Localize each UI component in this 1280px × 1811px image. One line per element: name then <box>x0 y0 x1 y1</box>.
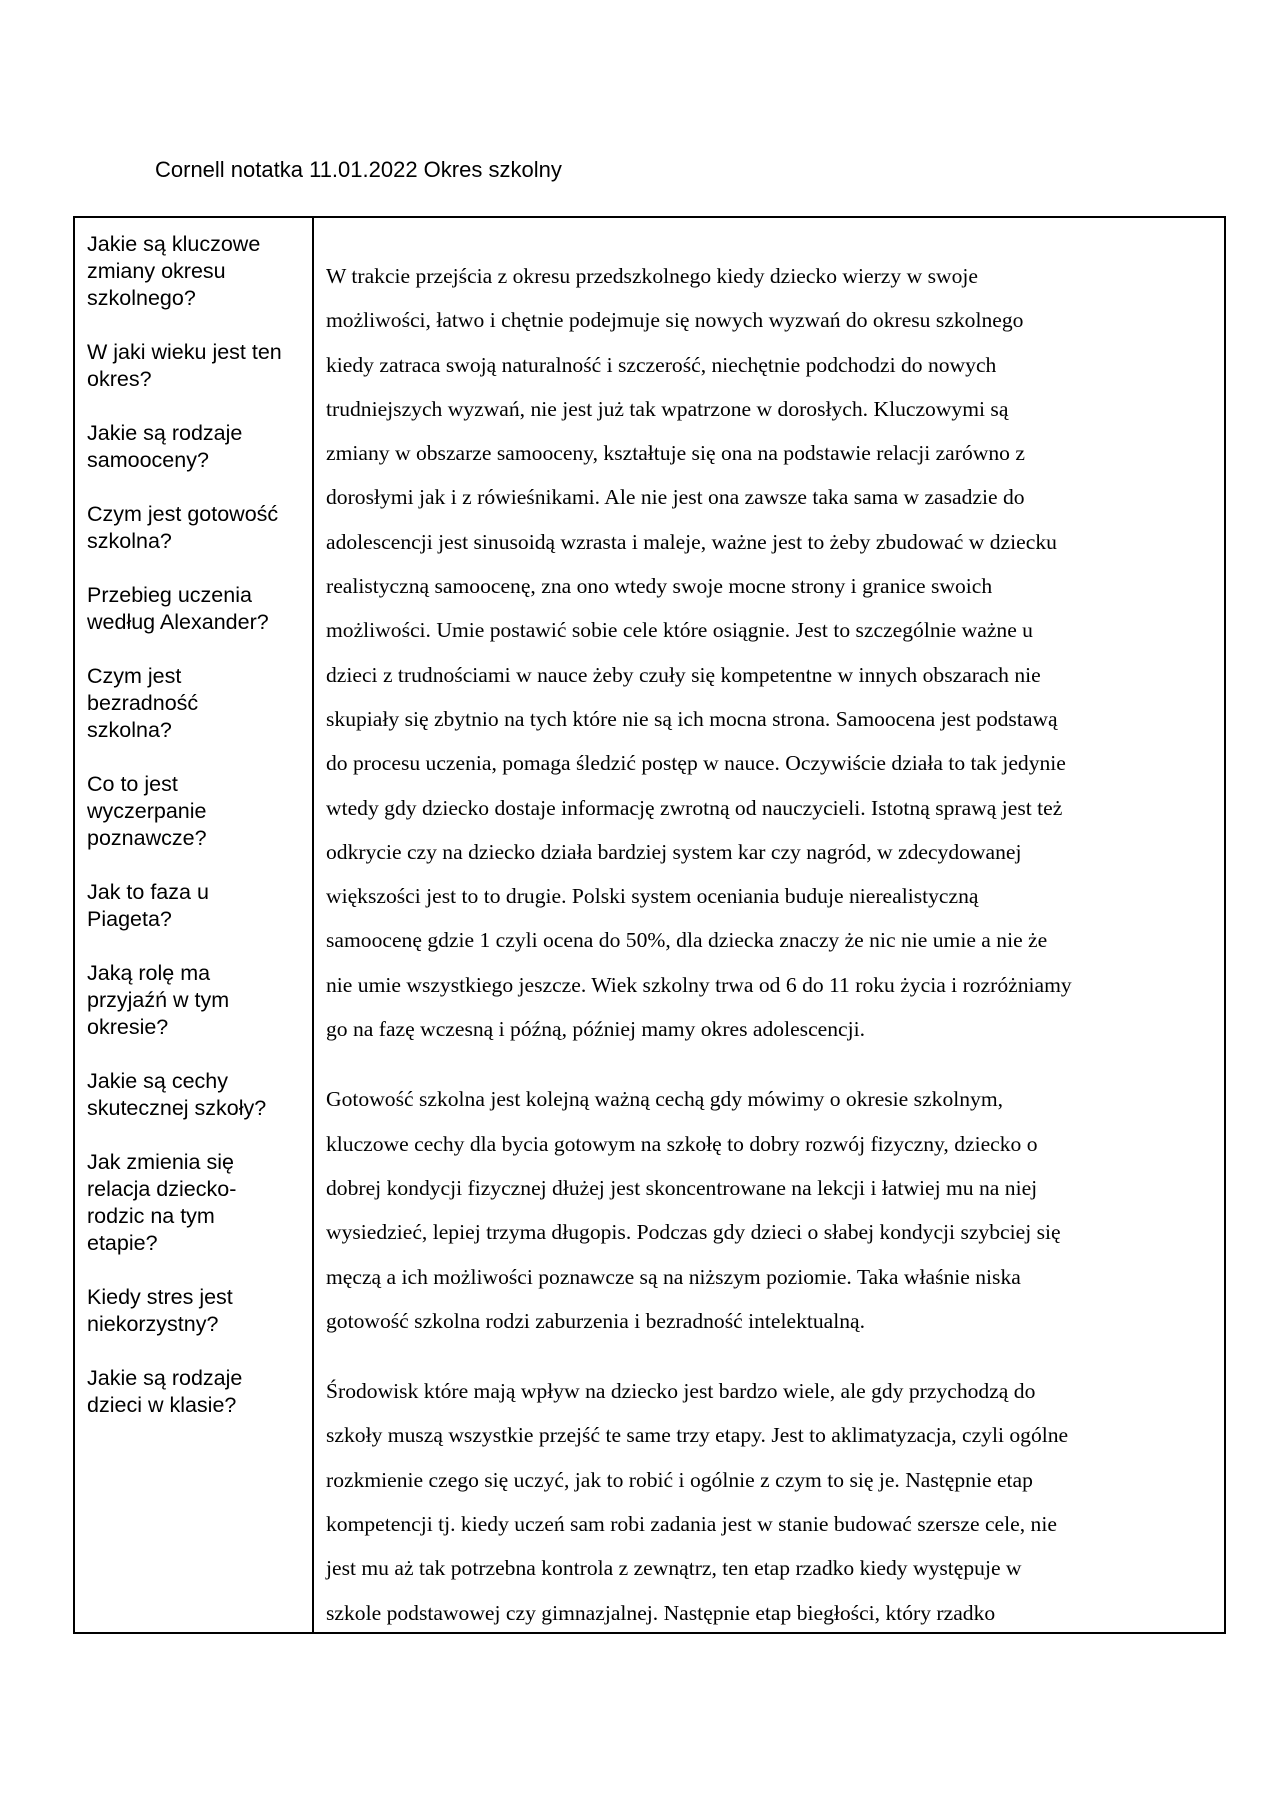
cue-line: Jaką rolę ma <box>87 961 211 985</box>
notes-line: kluczowe cechy dla bycia gotowym na szkołę to dobry rozwój fizyczny, dziecko o <box>326 1131 1038 1156</box>
cue-line: rodzic na tym <box>87 1204 215 1228</box>
notes-line: Środowisk które mają wpływ na dziecko jest bardzo wiele, ale gdy przychodzą do <box>326 1379 1036 1404</box>
notes-line: większości jest to to drugie. Polski system oceniania buduje nierealistyczną <box>326 884 979 909</box>
cue-line: wyczerpanie <box>87 799 207 823</box>
cue-line: szkolna? <box>87 718 172 742</box>
notes-line: jest mu aż tak potrzebna kontrola z zewnątrz, ten etap rzadko kiedy występuje w <box>326 1556 1022 1581</box>
cue-question <box>87 1365 304 1419</box>
notes-column <box>314 218 1224 1632</box>
notes-line: realistyczną samoocenę, zna ono wtedy swoje mocne strony i granice swoich <box>326 574 993 599</box>
cue-line: szkolna? <box>87 529 172 553</box>
cue-line: bezradność <box>87 691 199 715</box>
cue-line: Jakie są rodzaje <box>87 1366 243 1390</box>
notes-paragraph <box>326 254 1212 1051</box>
cue-line: samooceny? <box>87 448 209 472</box>
notes-line: W trakcie przejścia z okresu przedszkolnego kiedy dziecko wierzy w swoje <box>326 264 978 288</box>
notes-line: gotowość szkolna rodzi zaburzenia i bezradność intelektualną. <box>326 1308 866 1333</box>
notes-paragraph <box>326 1077 1212 1343</box>
cue-column <box>75 218 314 1632</box>
notes-line: wysiedzieć, lepiej trzyma długopis. Podczas gdy dzieci o słabej kondycji szybciej się <box>326 1220 1061 1245</box>
notes-line: Gotowość szkolna jest kolejną ważną cechą gdy mówimy o okresie szkolnym, <box>326 1087 1004 1112</box>
cue-question <box>87 420 304 474</box>
cue-line: okresie? <box>87 1015 169 1039</box>
cue-question <box>87 879 304 933</box>
notes-line: szkoły muszą wszystkie przejść te same trzy etapy. Jest to aklimatyzacja, czyli ogólne <box>326 1423 1069 1448</box>
cue-line: Jakie są rodzaje <box>87 421 243 445</box>
cue-question <box>87 1068 304 1122</box>
cue-line: Piageta? <box>87 907 172 931</box>
cue-question <box>87 1149 304 1257</box>
cue-question <box>87 771 304 852</box>
cue-line: Przebieg uczenia <box>87 583 252 607</box>
notes-line: dobrej kondycji fizycznej dłużej jest skoncentrowane na lekcji i łatwiej mu na niej <box>326 1175 1038 1200</box>
cue-question <box>87 1284 304 1338</box>
cue-question <box>87 582 304 636</box>
notes-paragraph <box>326 1369 1212 1632</box>
notes-line: kompetencji tj. kiedy uczeń sam robi zadania jest w stanie budować szersze cele, nie <box>326 1512 1057 1537</box>
cue-line: Jak zmienia się <box>87 1150 234 1174</box>
cue-question <box>87 960 304 1041</box>
notes-line: go na fazę wczesną i późną, później mamy okres adolescencji. <box>326 1017 866 1042</box>
cue-line: niekorzystny? <box>87 1312 219 1336</box>
notes-line: adolescencji jest sinusoidą wzrasta i maleje, ważne jest to żeby zbudować w dziecku <box>326 529 1057 554</box>
cue-line: Jakie są kluczowe <box>87 232 261 256</box>
cue-line: szkolnego? <box>87 286 196 310</box>
notes-line: rozkmienie czego się uczyć, jak to robić i ogólnie z czym to się je. Następnie etap <box>326 1467 1033 1492</box>
notes-line: samoocenę gdzie 1 czyli ocena do 50%, dla dziecka znaczy że nic nie umie a nie że <box>326 928 1048 953</box>
notes-line: możliwości, łatwo i chętnie podejmuje się nowych wyzwań do okresu szkolnego <box>326 308 1024 333</box>
cornell-table <box>73 216 1226 1634</box>
notes-line: nie umie wszystkiego jeszcze. Wiek szkolny trwa od 6 do 11 roku życia i rozróżniamy <box>326 972 1072 997</box>
cue-line: okres? <box>87 367 152 391</box>
cue-line: Co to jest <box>87 772 178 796</box>
cue-question <box>87 501 304 555</box>
cue-line: etapie? <box>87 1231 158 1255</box>
cue-line: relacja dziecko- <box>87 1177 237 1201</box>
cue-question <box>87 663 304 744</box>
notes-line: skupiały się zbytnio na tych które nie są ich mocna strona. Samoocena jest podstawą <box>326 706 1058 731</box>
cue-line: skutecznej szkoły? <box>87 1096 267 1120</box>
notes-line: do procesu uczenia, pomaga śledzić postęp w nauce. Oczywiście działa to tak jedynie <box>326 751 1066 776</box>
notes-line: kiedy zatraca swoją naturalność i szczerość, niechętnie podchodzi do nowych <box>326 352 997 377</box>
cue-question <box>87 339 304 393</box>
notes-line: dorosłymi jak i z rówieśnikami. Ale nie jest ona zawsze taka sama w zasadzie do <box>326 485 1025 510</box>
cue-line: Czym jest gotowość <box>87 502 279 526</box>
notes-line: zmiany w obszarze samooceny, kształtuje się ona na podstawie relacji zarówno z <box>326 441 1025 466</box>
cue-line: Czym jest <box>87 664 182 688</box>
cue-question <box>87 231 304 312</box>
notes-line: szkole podstawowej czy gimnazjalnej. Następnie etap biegłości, który rzadko <box>326 1600 996 1625</box>
notes-line: odkrycie czy na dziecko działa bardziej system kar czy nagród, w zdecydowanej <box>326 839 1022 864</box>
notes-line: męczą a ich możliwości poznawcze są na niższym poziomie. Taka właśnie niska <box>326 1264 1021 1289</box>
cue-line: Kiedy stres jest <box>87 1285 233 1309</box>
cue-line: według Alexander? <box>87 610 269 634</box>
notes-line: wtedy gdy dziecko dostaje informację zwrotną od nauczycieli. Istotną sprawą jest też <box>326 795 1063 820</box>
cue-line: poznawcze? <box>87 826 207 850</box>
page-title: Cornell notatka 11.01.2022 Okres szkolny <box>155 157 562 182</box>
cue-line: przyjaźń w tym <box>87 988 230 1012</box>
cue-line: Jakie są cechy <box>87 1069 229 1093</box>
cue-line: W jaki wieku jest ten <box>87 340 282 364</box>
notes-line: trudniejszych wyzwań, nie jest już tak wpatrzone w dorosłych. Kluczowymi są <box>326 396 1009 421</box>
cue-line: Jak to faza u <box>87 880 209 904</box>
cue-line: zmiany okresu <box>87 259 226 283</box>
cue-line: dzieci w klasie? <box>87 1393 237 1417</box>
notes-line: możliwości. Umie postawić sobie cele które osiągnie. Jest to szczególnie ważne u <box>326 618 1033 643</box>
notes-line: dzieci z trudnościami w nauce żeby czuły się kompetentne w innych obszarach nie <box>326 662 1041 687</box>
